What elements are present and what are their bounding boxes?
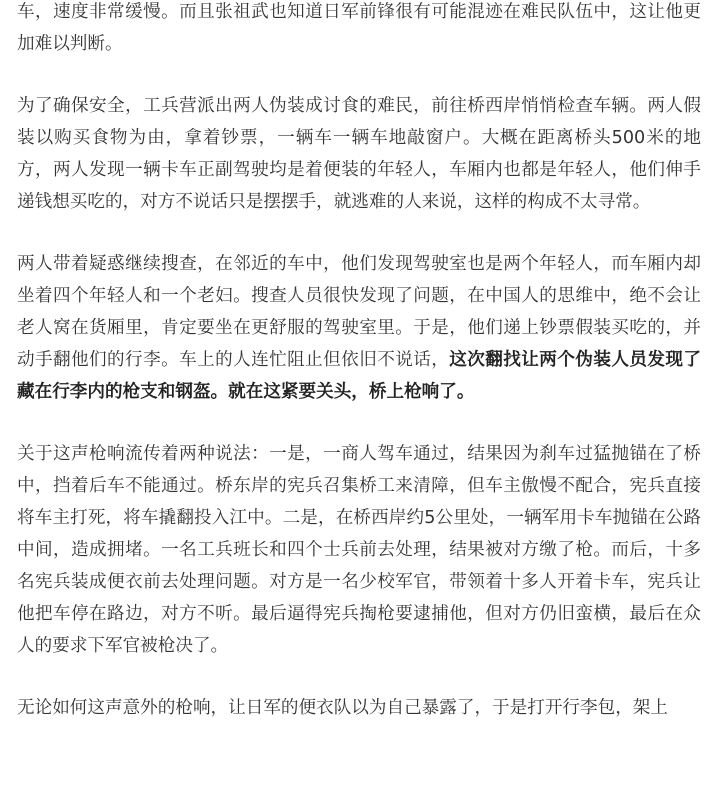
article-body: [17, 0, 701, 754]
paragraph-text: 两人带着疑惑继续搜查，在邻近的车中，他们发现驾驶室也是两个年轻人，而车厢内却坐着四个年轻人和一个老妇。搜查人员很快发现了问题，在中国人的思维中，绝不会让老人窝在货厢里，肯定要坐在更舒服的驾驶室里。于是，他们递上钞票假装买吃的，并动手翻他们的行李。车上的人连忙阻止但依旧不说话，: [17, 254, 701, 370]
paragraph: [17, 248, 701, 408]
paragraph-text: 为了确保安全，工兵营派出两人伪装成讨食的难民，前往桥西岸悄悄检查车辆。两人假装以购买食物为由，拿着钞票，一辆车一辆车地敲窗户。大概在距离桥头500米的地方，两人发现一辆卡车正副驾驶均是着便装的年轻人，车厢内也都是年轻人，他们伸手递钱想买吃的，对方不说话只是摆摆手，就逃难的人来说，这样的构成不太寻常。: [17, 96, 701, 212]
paragraph: [17, 438, 701, 662]
paragraph-bold-text: 这次翻找让两个伪装人员发现了藏在行李内的枪支和钢盔。就在这紧要关头，桥上枪响了。: [17, 350, 701, 402]
paragraph: [17, 692, 701, 724]
paragraph: [17, 90, 701, 218]
paragraph-text: 关于这声枪响流传着两种说法：一是，一商人驾车通过，结果因为刹车过猛抛锚在了桥中，挡着后车不能通过。桥东岸的宪兵召集桥工来清障，但车主傲慢不配合，宪兵直接将车主打死，将车撬翻投入江中。二是，在桥西岸约5公里处，一辆军用卡车抛锚在公路中间，造成拥堵。一名工兵班长和四个士兵前去处理，结果被对方缴了枪。而后，十多名宪兵装成便衣前去处理问题。对方是一名少校军官，带领着十多人开着卡车，宪兵让他把车停在路边，对方不听。最后逼得宪兵掏枪要逮捕他，但对方仍旧蛮横，最后在众人的要求下军官被枪决了。: [17, 444, 701, 656]
paragraph-text: 车，速度非常缓慢。而且张祖武也知道日军前锋很有可能混迹在难民队伍中，这让他更加难以判断。: [17, 2, 701, 54]
paragraph: [17, 0, 701, 60]
paragraph-text: 无论如何这声意外的枪响，让日军的便衣队以为自己暴露了，于是打开行李包，架上: [17, 698, 668, 718]
